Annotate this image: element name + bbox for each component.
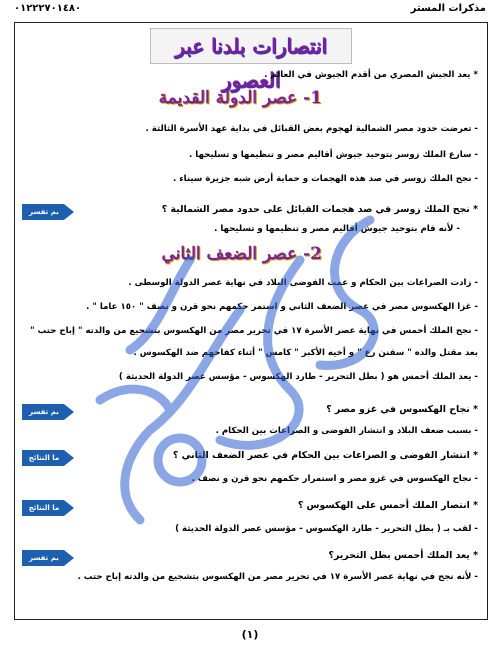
intro-line: * يعد الجيش المصري من أقدم الجيوش في العالم . [264, 70, 478, 80]
section1-question: * نجح الملك زوسر في صد هجمات القبائل على حدود مصر الشمالية ؟ [161, 204, 478, 215]
section2-line-4: بعد مقتل والده " سقنن رع " و أخيه الأكبر " كامس " أثناء كفاحهم ضد الهكسوس . [133, 348, 478, 358]
section1-line-2: - سارع الملك زوسر بتوحيد جيوش أقاليم مصر و تنظيمها و تسليحها . [189, 150, 478, 160]
page-title: انتصارات بلدنا عبر العصور [175, 34, 327, 92]
section2-heading: 2- عصر الضعف الثاني [161, 244, 322, 264]
tag-results-2 [22, 500, 74, 516]
section2-line-1: - زادت الصراعات بين الحكام و عمت الفوضى البلاد في نهاية عصر الدولة الوسطى . [128, 278, 478, 288]
qa-4-question: * يعد الملك أحمس بطل التحرير؟ [328, 550, 478, 561]
section1-answer: - لأنه قام بتوحيد جيوش أقاليم مصر و تنظيمها و تسليحها . [214, 224, 460, 234]
qa-3-answer: - لقب بـ ( بطل التحرير - طارد الهكسوس - مؤسس عصر الدولة الحديثة ) [175, 524, 478, 534]
qa-4-answer: - لأنه نجح في نهاية عصر الأسرة ١٧ في تحرير مصر من الهكسوس بتشجيع من والدته إباح حتب . [77, 572, 478, 582]
tag-explain-3 [22, 550, 74, 566]
qa-2-question: * انتشار الفوضى و الصراعات بين الحكام في عصر الضعف الثاني ؟ [172, 450, 478, 461]
qa-1-question: * نجاح الهكسوس في غزو مصر ؟ [326, 404, 478, 415]
tag-label: ما النتائج [28, 454, 60, 462]
tag-results-1 [22, 450, 74, 466]
tag-explain-2 [22, 404, 74, 420]
title-banner [150, 28, 352, 92]
header-author: مذكرات المستر [410, 3, 486, 14]
qa-3-question: * انتصار الملك أحمس على الهكسوس ؟ [297, 500, 478, 511]
header-phone: ٠١٢٢٢٧٠١٤٨٠ [14, 3, 82, 14]
tag-label: ما النتائج [28, 504, 60, 512]
qa-1-answer: - بسبب ضعف البلاد و انتشار الفوضى و الصراعات بين الحكام . [215, 426, 478, 436]
tag-label: بم تفسر [29, 408, 59, 416]
section1-line-1: - تعرضت حدود مصر الشمالية لهجوم بعض القبائل في بداية عهد الأسرة الثالثة . [145, 124, 478, 134]
tag-label: بم تفسر [29, 554, 59, 562]
section1-heading: 1- عصر الدولة القديمة [158, 88, 322, 108]
section2-line-3: - نجح الملك أحمس في نهاية عصر الأسرة ١٧ في تحرير مصر من الهكسوس بتشجيع من والدته " إباح حتب " [30, 326, 478, 336]
tag-explain-1 [22, 204, 74, 220]
page-number: (١) [241, 628, 259, 641]
tag-label: بم تفسر [29, 208, 59, 216]
qa-2-answer: - نجاح الهكسوس في غزو مصر و استمرار حكمهم نحو قرن و نصف . [191, 474, 478, 484]
section2-line-5: - يعد الملك أحمس هو ( بطل التحرير - طارد الهكسوس - مؤسس عصر الدولة الحديثة ) [118, 372, 478, 382]
section1-line-3: - نجح الملك زوسر في صد هذه الهجمات و حماية أرض شبه جزيرة سيناء . [173, 174, 478, 184]
section2-line-2: - غزا الهكسوس مصر في عصر الضعف الثاني و استمر حكمهم نحو قرن و نصف " ١٥٠ عاما " . [86, 302, 478, 312]
